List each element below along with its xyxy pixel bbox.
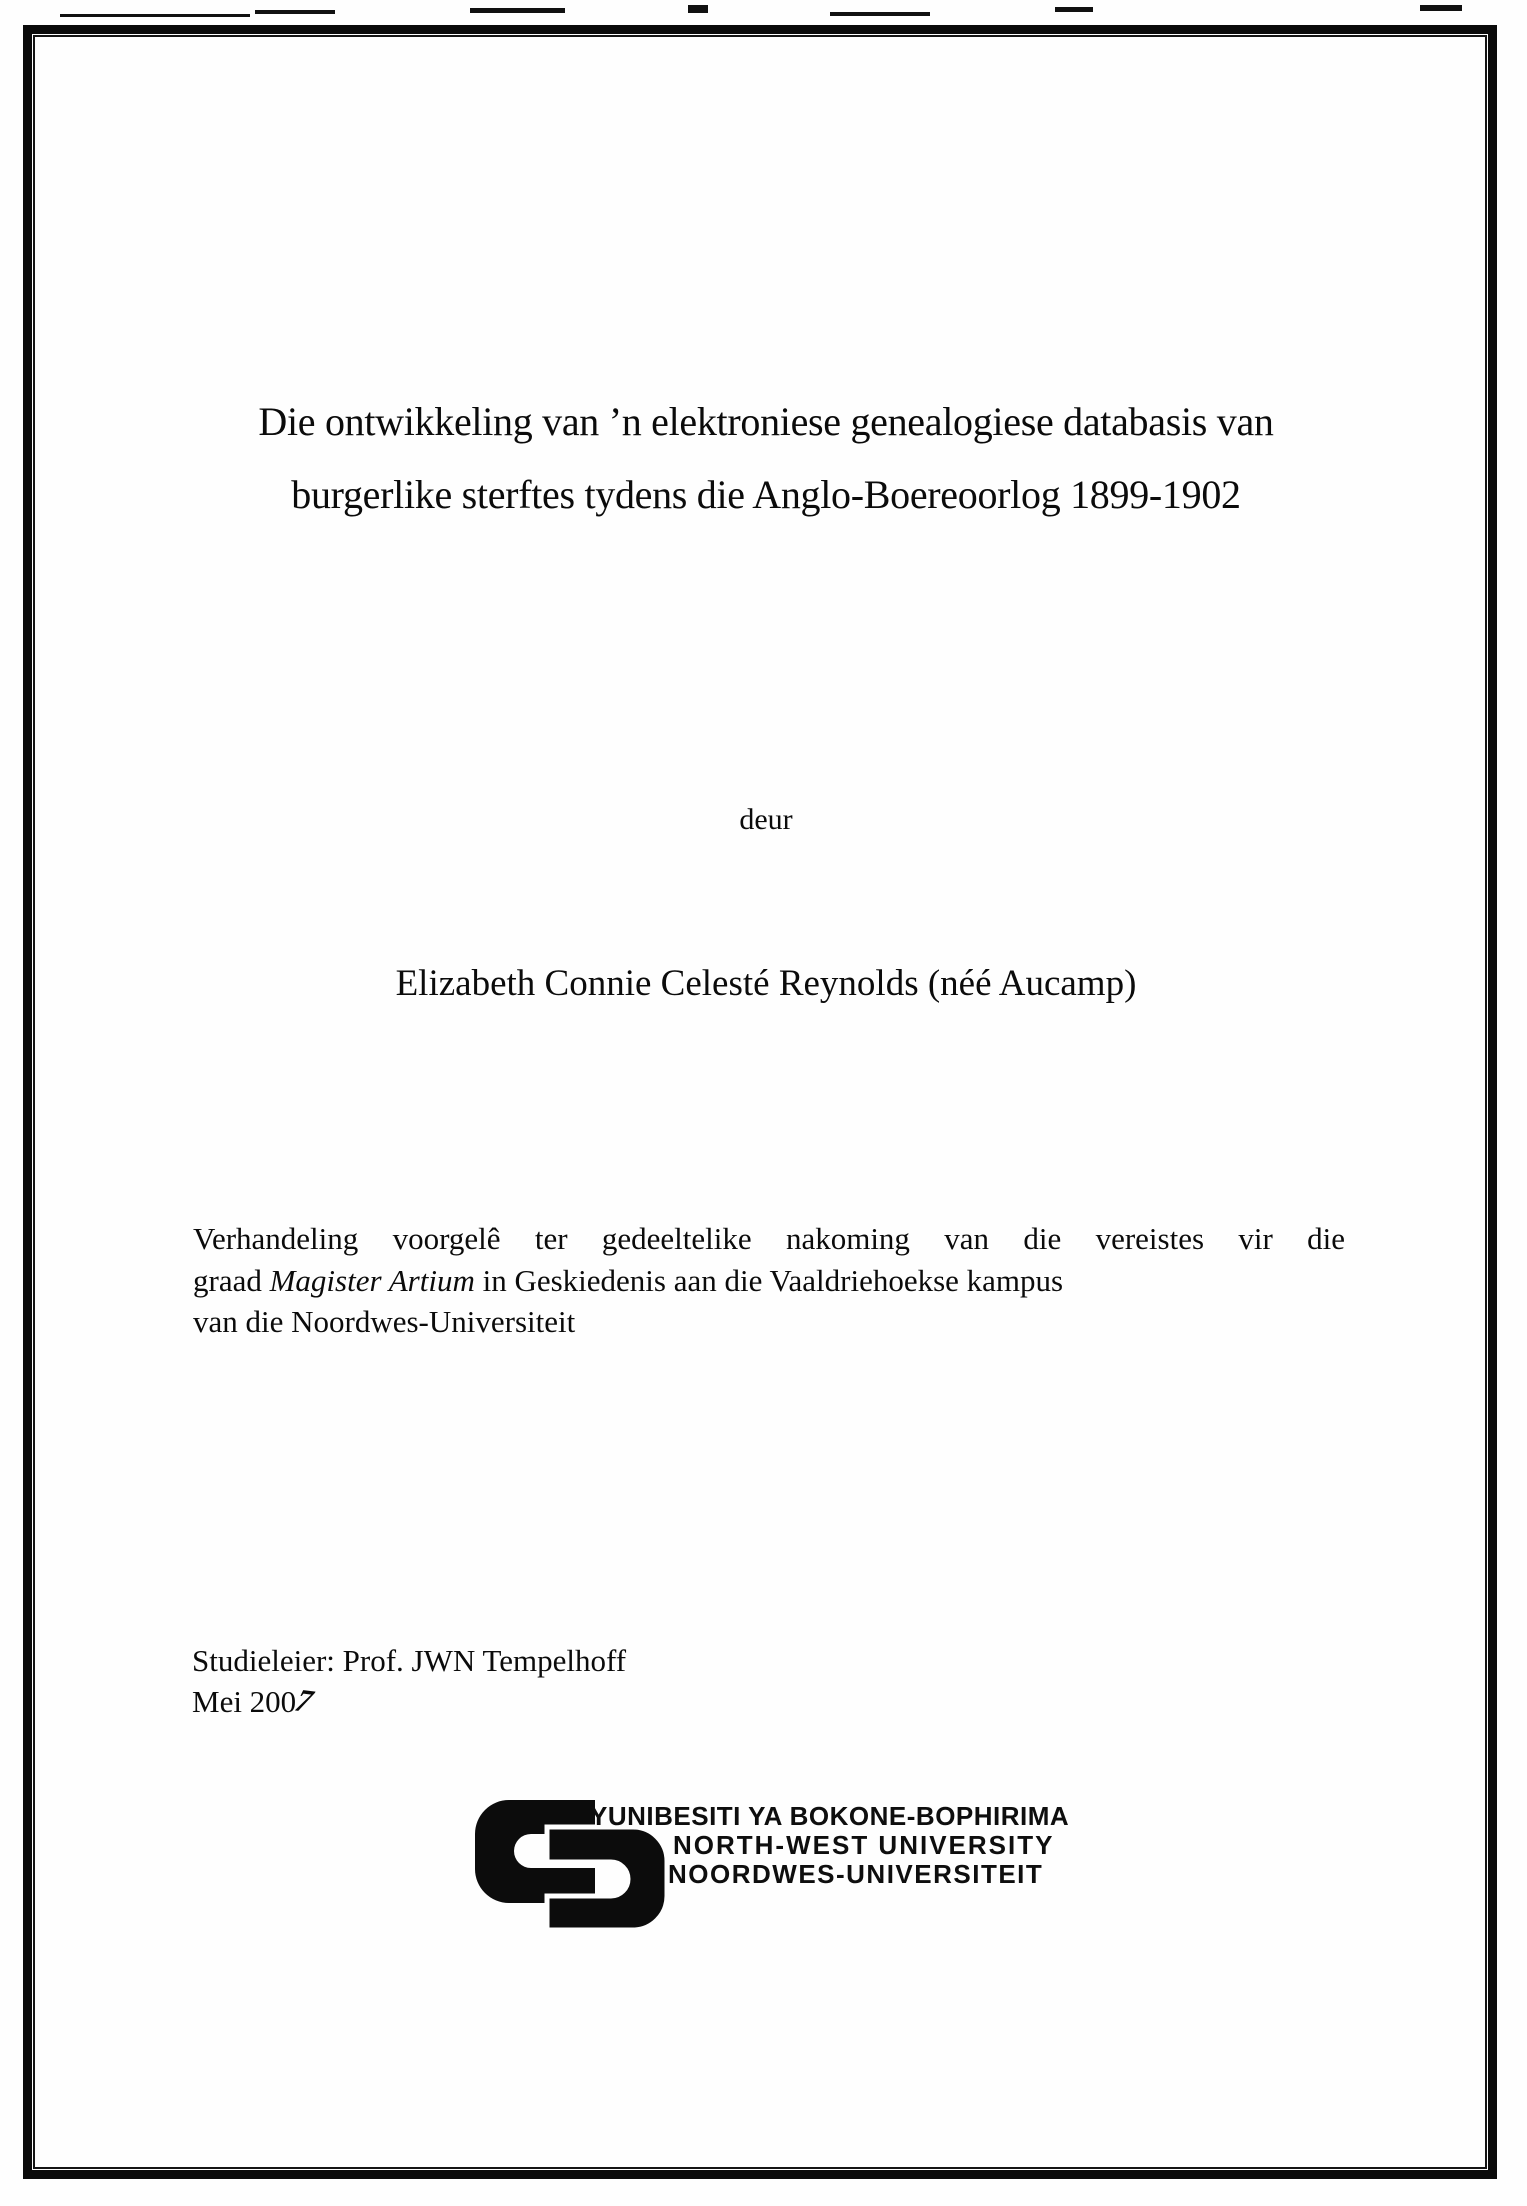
logo-line-afrikaans: NOORDWES-UNIVERSITEIT	[668, 1859, 1044, 1889]
degree-name-italic: Magister Artium	[269, 1262, 475, 1298]
scan-artifact	[255, 10, 335, 14]
scan-artifact	[688, 5, 708, 13]
university-logo	[475, 1798, 1075, 1948]
degree-statement	[193, 1218, 1345, 1343]
scan-artifact	[60, 14, 250, 17]
scan-artifact	[830, 12, 930, 16]
thesis-title-line-1: Die ontwikkeling van ’n elektroniese genealogiese databasis van	[258, 399, 1274, 444]
scan-artifact	[1420, 5, 1462, 11]
byline-deur: deur	[739, 803, 793, 836]
scan-artifact	[470, 8, 565, 13]
statement-line2-pre: graad	[193, 1262, 270, 1298]
statement-line2-post: in Geskiedenis aan die Vaaldriehoekse kampus	[474, 1262, 1064, 1298]
date-last-digit: 7	[288, 1682, 321, 1719]
degree-statement-line-2	[193, 1260, 1345, 1302]
supervisor-block	[192, 1640, 626, 1722]
thesis-title-line-2: burgerlike sterftes tydens die Anglo-Boereoorlog 1899-1902	[291, 472, 1241, 517]
supervisor-line: Studieleier: Prof. JWN Tempelhoff	[192, 1643, 627, 1678]
degree-statement-line-1: Verhandeling voorgelê ter gedeeltelike nakoming van die vereistes vir die	[193, 1221, 1345, 1256]
logo-line-setswana: YUNIBESITI YA BOKONE-BOPHIRIMA	[590, 1801, 1070, 1831]
date-line	[192, 1681, 626, 1722]
date-prefix: Mei 200	[192, 1684, 297, 1719]
university-logo-text	[590, 1802, 1069, 1889]
degree-statement-line-3: van die Noordwes-Universiteit	[193, 1304, 576, 1339]
logo-line-english: NORTH-WEST UNIVERSITY	[673, 1830, 1055, 1860]
scan-artifact	[1055, 7, 1093, 12]
author-name: Elizabeth Connie Celesté Reynolds (néé Aucamp)	[395, 963, 1137, 1004]
thesis-title	[185, 385, 1347, 531]
